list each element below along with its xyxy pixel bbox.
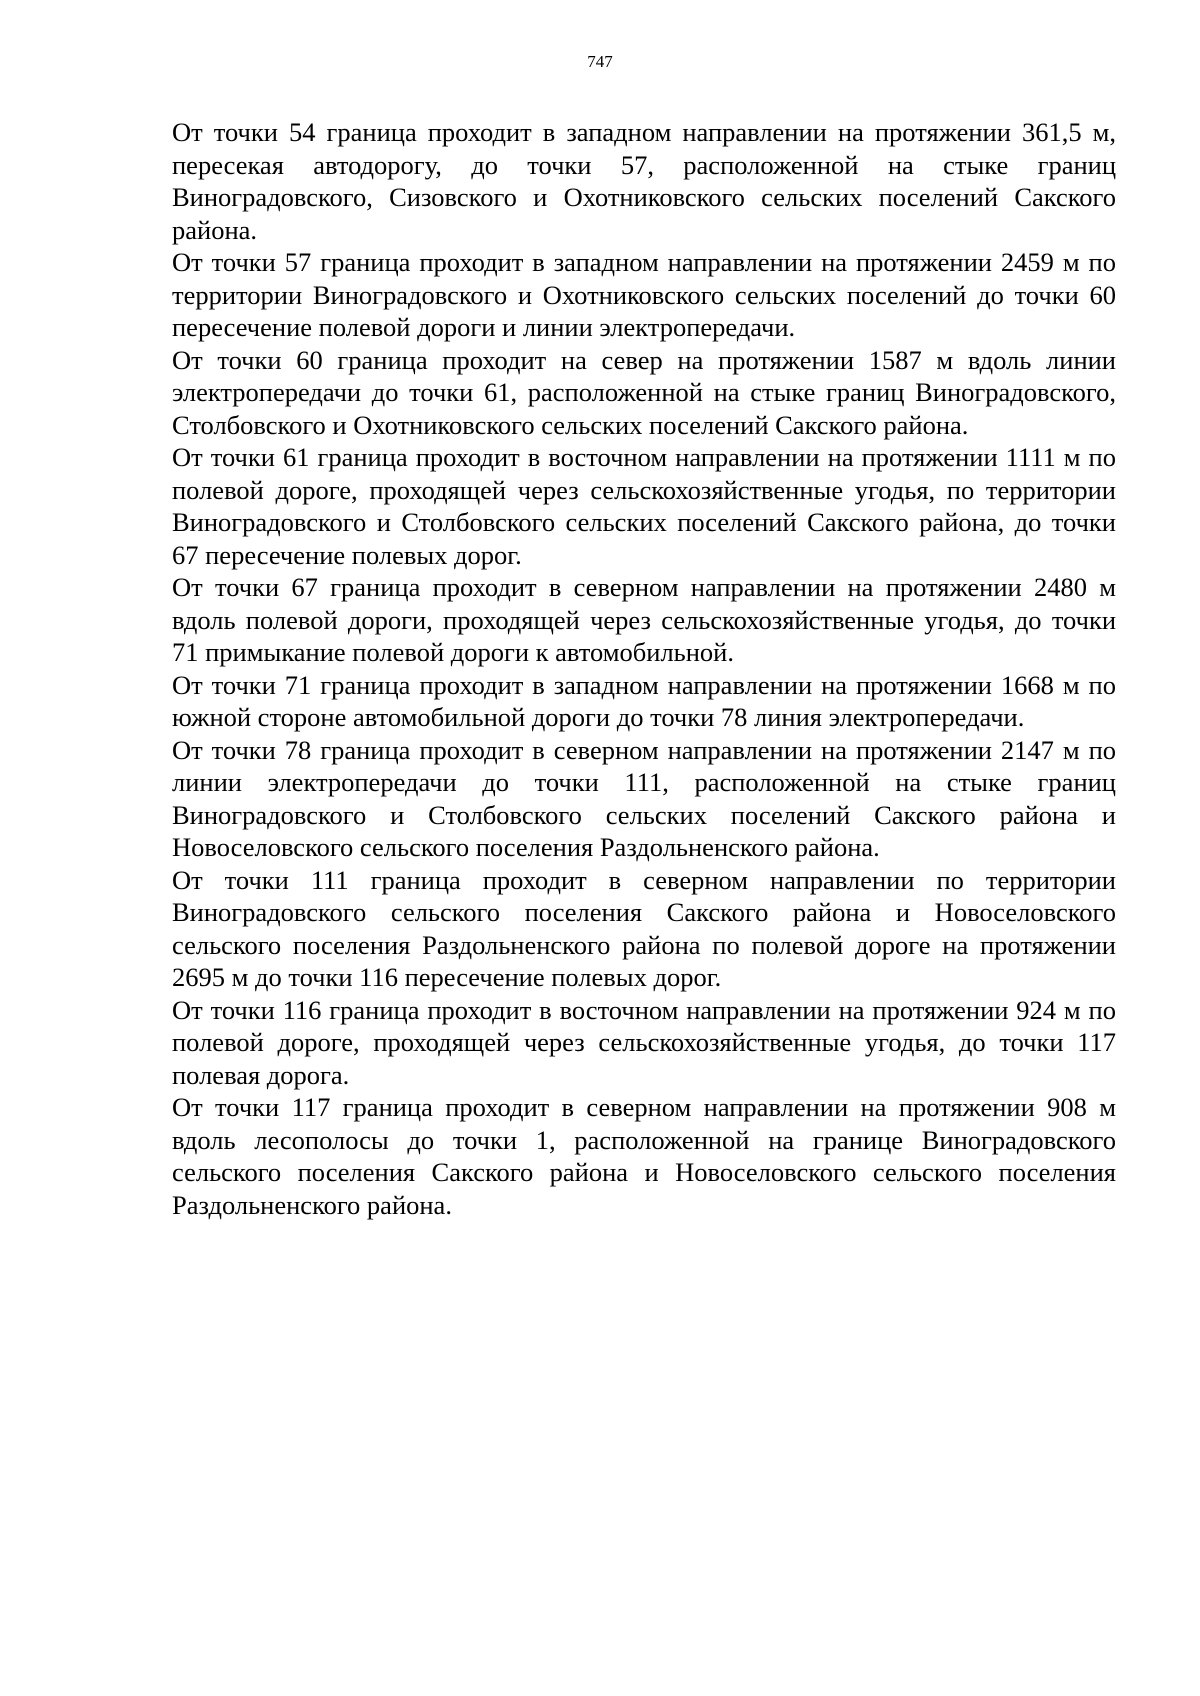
paragraph-6: От точки 71 граница проходит в западном направлении на протяжении 1668 м по южной стороне автомобильной дороги до точки 78 линия электропередачи.: [172, 669, 1116, 732]
paragraph-5: От точки 67 граница проходит в северном направлении на протяжении 2480 м вдоль полевой дороги, проходящей через сельскохозяйственные угодья, до точки 71 примыкание полевой дороги к автомобильной.: [172, 572, 1116, 667]
paragraph-1: От точки 54 граница проходит в западном направлении на протяжении 361,5 м, пересекая автодорогу, до точки 57, расположенной на стыке границ Виноградовского, Сизовского и Охотниковского сельских поселений Сакского района.: [172, 117, 1116, 245]
page-number: 747: [587, 52, 613, 71]
paragraph-3: От точки 60 граница проходит на север на протяжении 1587 м вдоль линии электропередачи до точки 61, расположенной на стыке границ Виноградовского, Столбовского и Охотниковского сельских поселений Сакского района.: [172, 344, 1116, 440]
paragraph-9: От точки 116 граница проходит в восточном направлении на протяжении 924 м по полевой дороге, проходящей через сельскохозяйственные угодья, до точки 117 полевая дорога.: [172, 994, 1116, 1090]
paragraph-7: От точки 78 граница проходит в северном направлении на протяжении 2147 м по линии электропередачи до точки 111, расположенной на стыке границ Виноградовского и Столбовского сельских поселений Сакского района и Новоселовского сельского поселения Раздольненского района.: [172, 734, 1116, 862]
paragraph-8: От точки 111 граница проходит в северном направлении по территории Виноградовского сельского поселения Сакского района и Новоселовского сельского поселения Раздольненского района по полевой дороге на протяжении 2695 м до точки 116 пересечение полевых дорог.: [172, 864, 1116, 992]
paragraph-10: От точки 117 граница проходит в северном направлении на протяжении 908 м вдоль лесополосы до точки 1, расположенной на границе Виноградовского сельского поселения Сакского района и Новоселовского сельского поселения Раздольненского района.: [172, 1092, 1116, 1220]
paragraph-2: От точки 57 граница проходит в западном направлении на протяжении 2459 м по территории Виноградовского и Охотниковского сельских поселений до точки 60 пересечение полевой дороги и линии электропередачи.: [172, 247, 1116, 342]
document-body: [172, 116, 1116, 1221]
paragraph-4: От точки 61 граница проходит в восточном направлении на протяжении 1111 м по полевой дороге, проходящей через сельскохозяйственные угодья, по территории Виноградовского и Столбовского сельских поселений Сакского района, до точки 67 пересечение полевых дорог.: [172, 442, 1116, 570]
